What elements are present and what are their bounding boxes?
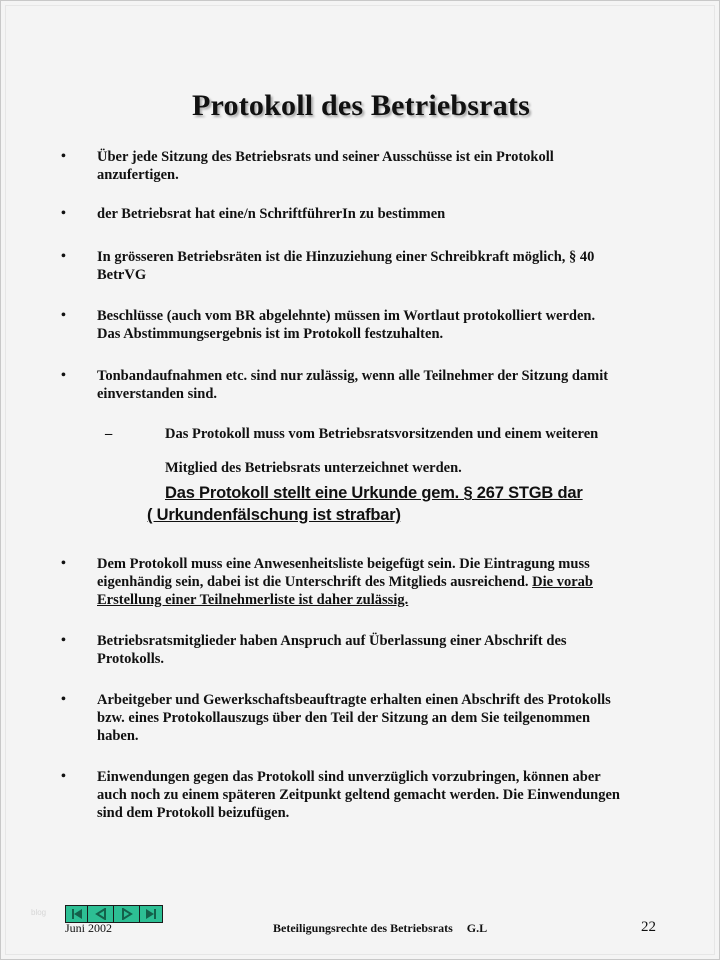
watermark: blog: [31, 908, 47, 917]
emphasis-line-2: ( Urkundenfälschung ist strafbar): [147, 506, 401, 524]
bullet-line: haben.: [97, 728, 139, 744]
bullet-line: In grösseren Betriebsräten ist die Hinzuziehung einer Schreibkraft möglich, § 40: [97, 249, 595, 265]
bullet-text: [97, 691, 687, 745]
bullet-line: bzw. eines Protokollauszugs über den Teil der Sitzung an dem Sie teilgenommen: [97, 710, 591, 726]
bullet-line: Einwendungen gegen das Protokoll sind unverzüglich vorzubringen, können aber: [97, 769, 601, 785]
bullet-line: Tonbandaufnahmen etc. sind nur zulässig, wenn alle Teilnehmer der Sitzung damit: [97, 368, 609, 384]
bullet-line: anzufertigen.: [97, 167, 179, 183]
bullet-line: Beschlüsse (auch vom BR abgelehnte) müssen im Wortlaut protokolliert werden.: [97, 308, 596, 324]
footer-date: Juni 2002: [65, 921, 113, 935]
bullet-line: Über jede Sitzung des Betriebsrats und seiner Ausschüsse ist ein Protokoll: [97, 149, 554, 165]
bullet-icon: •: [61, 249, 66, 264]
bullet-text: [97, 632, 687, 668]
bullet-icon: •: [61, 692, 66, 707]
bullet-icon: •: [61, 769, 66, 784]
triangle-left-icon: [94, 908, 108, 920]
bullet-line: Betriebsratsmitglieder haben Anspruch auf Überlassung einer Abschrift des: [97, 633, 567, 649]
bullet-text: [97, 205, 687, 223]
bullet-text: [97, 555, 687, 609]
bullet-icon: •: [61, 556, 66, 571]
bullet-text: [97, 148, 687, 184]
footer-subject: Beteiligungsrechte des Betriebsrats: [273, 921, 453, 935]
bullet-line: Protokolls.: [97, 651, 164, 667]
bullet-line: der Betriebsrat hat eine/n SchriftführerIn zu bestimmen: [97, 206, 446, 222]
footer-author: G.L: [466, 921, 488, 935]
sub-bullet-line: Das Protokoll muss vom Betriebsratsvorsitzenden und einem weiteren: [165, 426, 599, 442]
bullet-icon: •: [61, 308, 66, 323]
bullet-line: Dem Protokoll muss eine Anwesenheitsliste beigefügt sein. Die Eintragung muss: [97, 556, 590, 572]
bullet-line: Arbeitgeber und Gewerkschaftsbeauftragte erhalten einen Abschrift des Protokolls: [97, 692, 611, 708]
emphasis-line-1: Das Protokoll stellt eine Urkunde gem. § 267 STGB dar: [165, 484, 583, 502]
footer-title: [273, 921, 487, 936]
underlined-text: Erstellung einer Teilnehmerliste ist daher zulässig.: [97, 592, 409, 608]
bullet-icon: •: [61, 149, 66, 164]
bullet-icon: •: [61, 633, 66, 648]
last-slide-button[interactable]: [140, 906, 162, 922]
page-number: 22: [641, 919, 656, 935]
bullet-line: auch noch zu einem späteren Zeitpunkt geltend gemacht werden. Die Einwendungen: [97, 787, 620, 803]
bullet-text: [97, 248, 687, 284]
bullet-line: eigenhändig sein, dabei ist die Unterschrift des Mitglieds ausreichend.: [97, 574, 533, 590]
bullet-icon: •: [61, 206, 66, 221]
bullet-line: BetrVG: [97, 267, 147, 283]
skip-back-icon: [70, 908, 84, 920]
bullet-text: [97, 768, 687, 822]
bullet-line: sind dem Protokoll beizufügen.: [97, 805, 290, 821]
dash-icon: –: [105, 426, 113, 442]
triangle-right-icon: [120, 908, 134, 920]
bullet-icon: •: [61, 368, 66, 383]
slide-title: Protokoll des Betriebsrats: [192, 89, 530, 122]
bullet-text: [97, 367, 687, 403]
bullet-text: [97, 307, 687, 343]
previous-slide-button[interactable]: [88, 906, 114, 922]
skip-forward-icon: [144, 908, 158, 920]
bullet-line: einverstanden sind.: [97, 386, 218, 402]
first-slide-button[interactable]: [66, 906, 88, 922]
next-slide-button[interactable]: [114, 906, 140, 922]
bullet-line: Das Abstimmungsergebnis ist im Protokoll festzuhalten.: [97, 326, 444, 342]
underlined-text: Die vorab: [532, 574, 593, 590]
sub-bullet-line: Mitglied des Betriebsrats unterzeichnet werden.: [165, 460, 462, 476]
